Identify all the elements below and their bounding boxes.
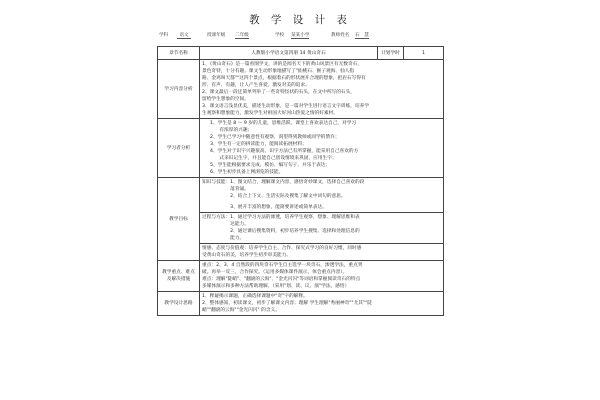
- text-line: 3、学生有一定的拼读能力，能阅读拓展材料；: [210, 142, 307, 147]
- text-line: 1、释疑揭示课题，正确选择课题中"奇"字的解释。: [202, 294, 308, 299]
- text-line: 能力。: [202, 236, 245, 241]
- school-label: 学校: [275, 33, 285, 38]
- page-title: 教 学 设 计 表: [249, 14, 351, 26]
- meta-row: [155, 32, 445, 42]
- chapter-value: 人教版小学语文第四册 14 黄山奇石: [200, 47, 378, 60]
- text-line: 4、学生对于识字兴趣很高，识字方法已有所掌握，能采用自己喜欢的方: [210, 149, 359, 154]
- chapter-label: 章节名称: [158, 47, 200, 60]
- text-line: 路、金鸡叫天都""这四个景点，根据着石的形状展开合理的想象，把岩石写得有: [202, 76, 366, 81]
- subject-label: 学科: [159, 33, 169, 38]
- key-points-text: [200, 261, 444, 292]
- design-ideas-row: [158, 292, 444, 316]
- objectives-knowledge-text: [200, 178, 444, 213]
- text-line: 形、有声、有趣，让人产生喜爱，激发对美的追求。: [202, 83, 310, 88]
- text-line: 3、课文语言浅显优美，描述生动形象，是一篇对学生进行语言文字训练，培养学: [202, 104, 370, 109]
- text-line: 1、学生是 8 ～ 9 岁的儿童，思维活跃，课堂上喜欢表达自己，对学习: [210, 121, 357, 126]
- hours-label: 计划学时: [378, 47, 404, 60]
- text-line: 情感、态度与价值观：培养学生自主、合作、探究式学习的良好习惯，同时感: [202, 246, 362, 251]
- school-value: 某某小学: [291, 33, 310, 38]
- teacher-value: 石 慧: [355, 33, 369, 38]
- text-line: 落背诵。: [202, 187, 249, 192]
- text-line: 1、《黄山奇石》是一篇看图学文，讲的是闻名天下的黄山风景区有无数奇石，: [202, 62, 363, 67]
- objectives-attitude-text: [200, 244, 444, 261]
- content-analysis-text: [200, 60, 444, 119]
- objectives-label: 教学目标: [158, 178, 200, 261]
- design-ideas-label: 教学设计思路: [158, 292, 200, 316]
- objectives-knowledge-row: [158, 178, 444, 213]
- key-points-label: 教学重点、难点及解决措施: [158, 261, 200, 292]
- text-line: 过程与方法：1、通过学习方法的渗透，培养学生观察、想象、理解思维和表: [202, 215, 360, 220]
- text-line: 多媒体演示和多种方法帮助理解。（采用"划、读、议、演"学法，感悟）: [202, 284, 350, 289]
- text-line: 破。再举一反三，合作探究。（运用多媒体课件演示，体会重点内容）。: [202, 270, 348, 275]
- grade-label: 授课年级: [207, 33, 226, 38]
- text-line: 受黄山奇石的美，培养学生初步审美能力。: [202, 253, 292, 258]
- objectives-process-text: [200, 213, 444, 244]
- learner-analysis-row: [158, 119, 444, 178]
- text-line: 5、学生能根据要求完成，模仿、编写句子，并乐于表达；: [210, 163, 331, 168]
- hours-value: 1: [404, 47, 444, 60]
- objectives-process-row: [158, 213, 444, 244]
- content-analysis-label: 学习内容分析: [158, 60, 200, 119]
- text-line: 2、课文最后一段还简单列举了一些奇特怪状的石头，在文中所写的石头，: [202, 90, 355, 95]
- objectives-attitude-row: [158, 244, 444, 261]
- text-line: 生观察和想象能力，激发学生对祖国大好河山热爱之情的好素材。: [202, 111, 338, 116]
- text-line: 3、展开丰富的想象，能简要讲述或简单表达。: [202, 205, 327, 210]
- content-analysis-row: [158, 60, 444, 119]
- learner-analysis-label: 学习者分析: [158, 119, 200, 178]
- design-ideas-text: [200, 292, 444, 316]
- text-line: 难点：理解"陡峭"、"翻滚的云海"、"金光闪闪"等词语和掌握阅读奇石的特点: [202, 277, 361, 282]
- subject-value: 语文: [177, 32, 191, 39]
- text-line: 2、结合上下文、生活实际及搜集了解文中词句的意思。: [202, 194, 346, 199]
- document-page: [155, 0, 445, 400]
- text-line: 有浓厚的兴趣；: [210, 128, 253, 133]
- text-line: 2、通过课后搜集资料，初步培养学生搜集、选择和处理信息的: [202, 229, 360, 234]
- text-line: 景色奇特，十分有趣。课文生动形象地描写了"仙桃石、猴子观海、仙人指: [202, 69, 355, 74]
- key-points-row: [158, 261, 444, 292]
- text-line: 6、学生初步具备上网浏览的技能。: [210, 170, 284, 175]
- chapter-row: [158, 47, 444, 60]
- text-line: 2、整体感知，初读课文，初步了解课文内容；理解 学生理解"秀丽神奇""尤其""陡: [202, 301, 372, 306]
- grade-value: 二年级: [235, 33, 249, 38]
- text-line: 知识与技能：1、图文结合，理解课文内容，感悟奇妙课文，选择自己喜欢的段: [202, 180, 365, 185]
- design-table: [157, 46, 444, 316]
- learner-analysis-text: [200, 119, 444, 178]
- text-line: 式来识记生字，并且能自己创设情境来巩固，应用生字；: [210, 156, 337, 161]
- teacher-label: 教师姓名: [331, 33, 350, 38]
- text-line: 留给学生想象的空间。: [202, 97, 249, 102]
- text-line: 重点：2、3、4 自然段的四块奇石学生自主选学一块奇石，渗透学法，重点突: [202, 263, 363, 268]
- text-line: 2、学生已学习中随意性有观察，渴望得到教师或同学的赞许；: [210, 135, 340, 140]
- text-line: 达能力。: [202, 222, 249, 227]
- text-line: 峭""翻滚的云海""金光闪闪" 的含义。: [202, 308, 280, 313]
